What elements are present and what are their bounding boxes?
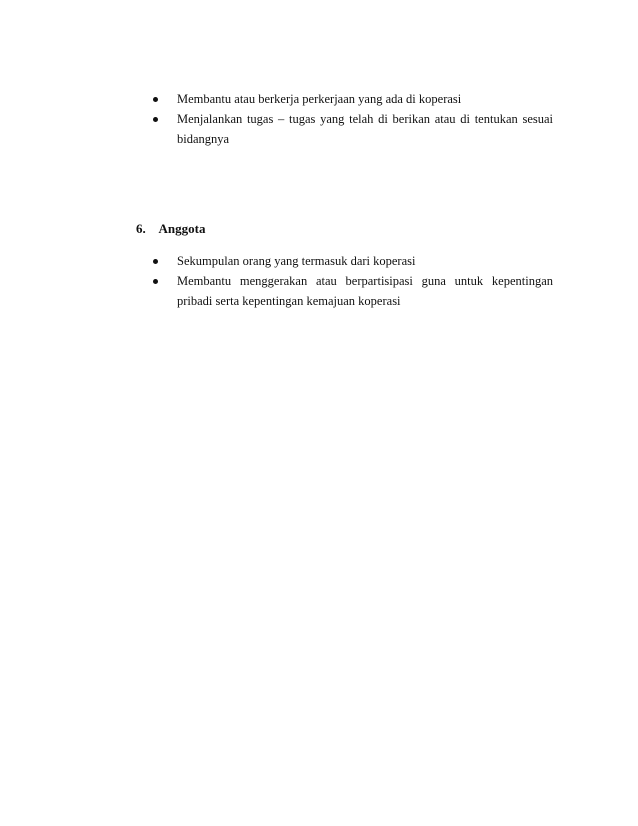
bullet-list-anggota	[153, 251, 553, 311]
bullet-icon	[153, 279, 158, 284]
list-item-text: Sekumpulan orang yang termasuk dari koperasi	[177, 254, 416, 268]
bullet-icon	[153, 117, 158, 122]
list-item-text: Membantu menggerakan atau berpartisipasi guna untuk kepentingan pribadi serta kepentingan kemajuan koperasi	[177, 274, 553, 308]
list-item	[153, 89, 553, 109]
bullet-icon	[153, 97, 158, 102]
list-item-text: Menjalankan tugas – tugas yang telah di berikan atau di tentukan sesuai bidangnya	[177, 112, 553, 146]
list-item	[153, 271, 553, 311]
section-title: Anggota	[158, 221, 206, 236]
bullet-list-top	[153, 89, 553, 149]
list-item	[153, 251, 553, 271]
list-item	[153, 109, 553, 149]
bullet-icon	[153, 259, 158, 264]
section-heading	[136, 221, 206, 237]
section-number: 6.	[136, 221, 146, 236]
list-item-text: Membantu atau berkerja perkerjaan yang ada di koperasi	[177, 92, 462, 106]
